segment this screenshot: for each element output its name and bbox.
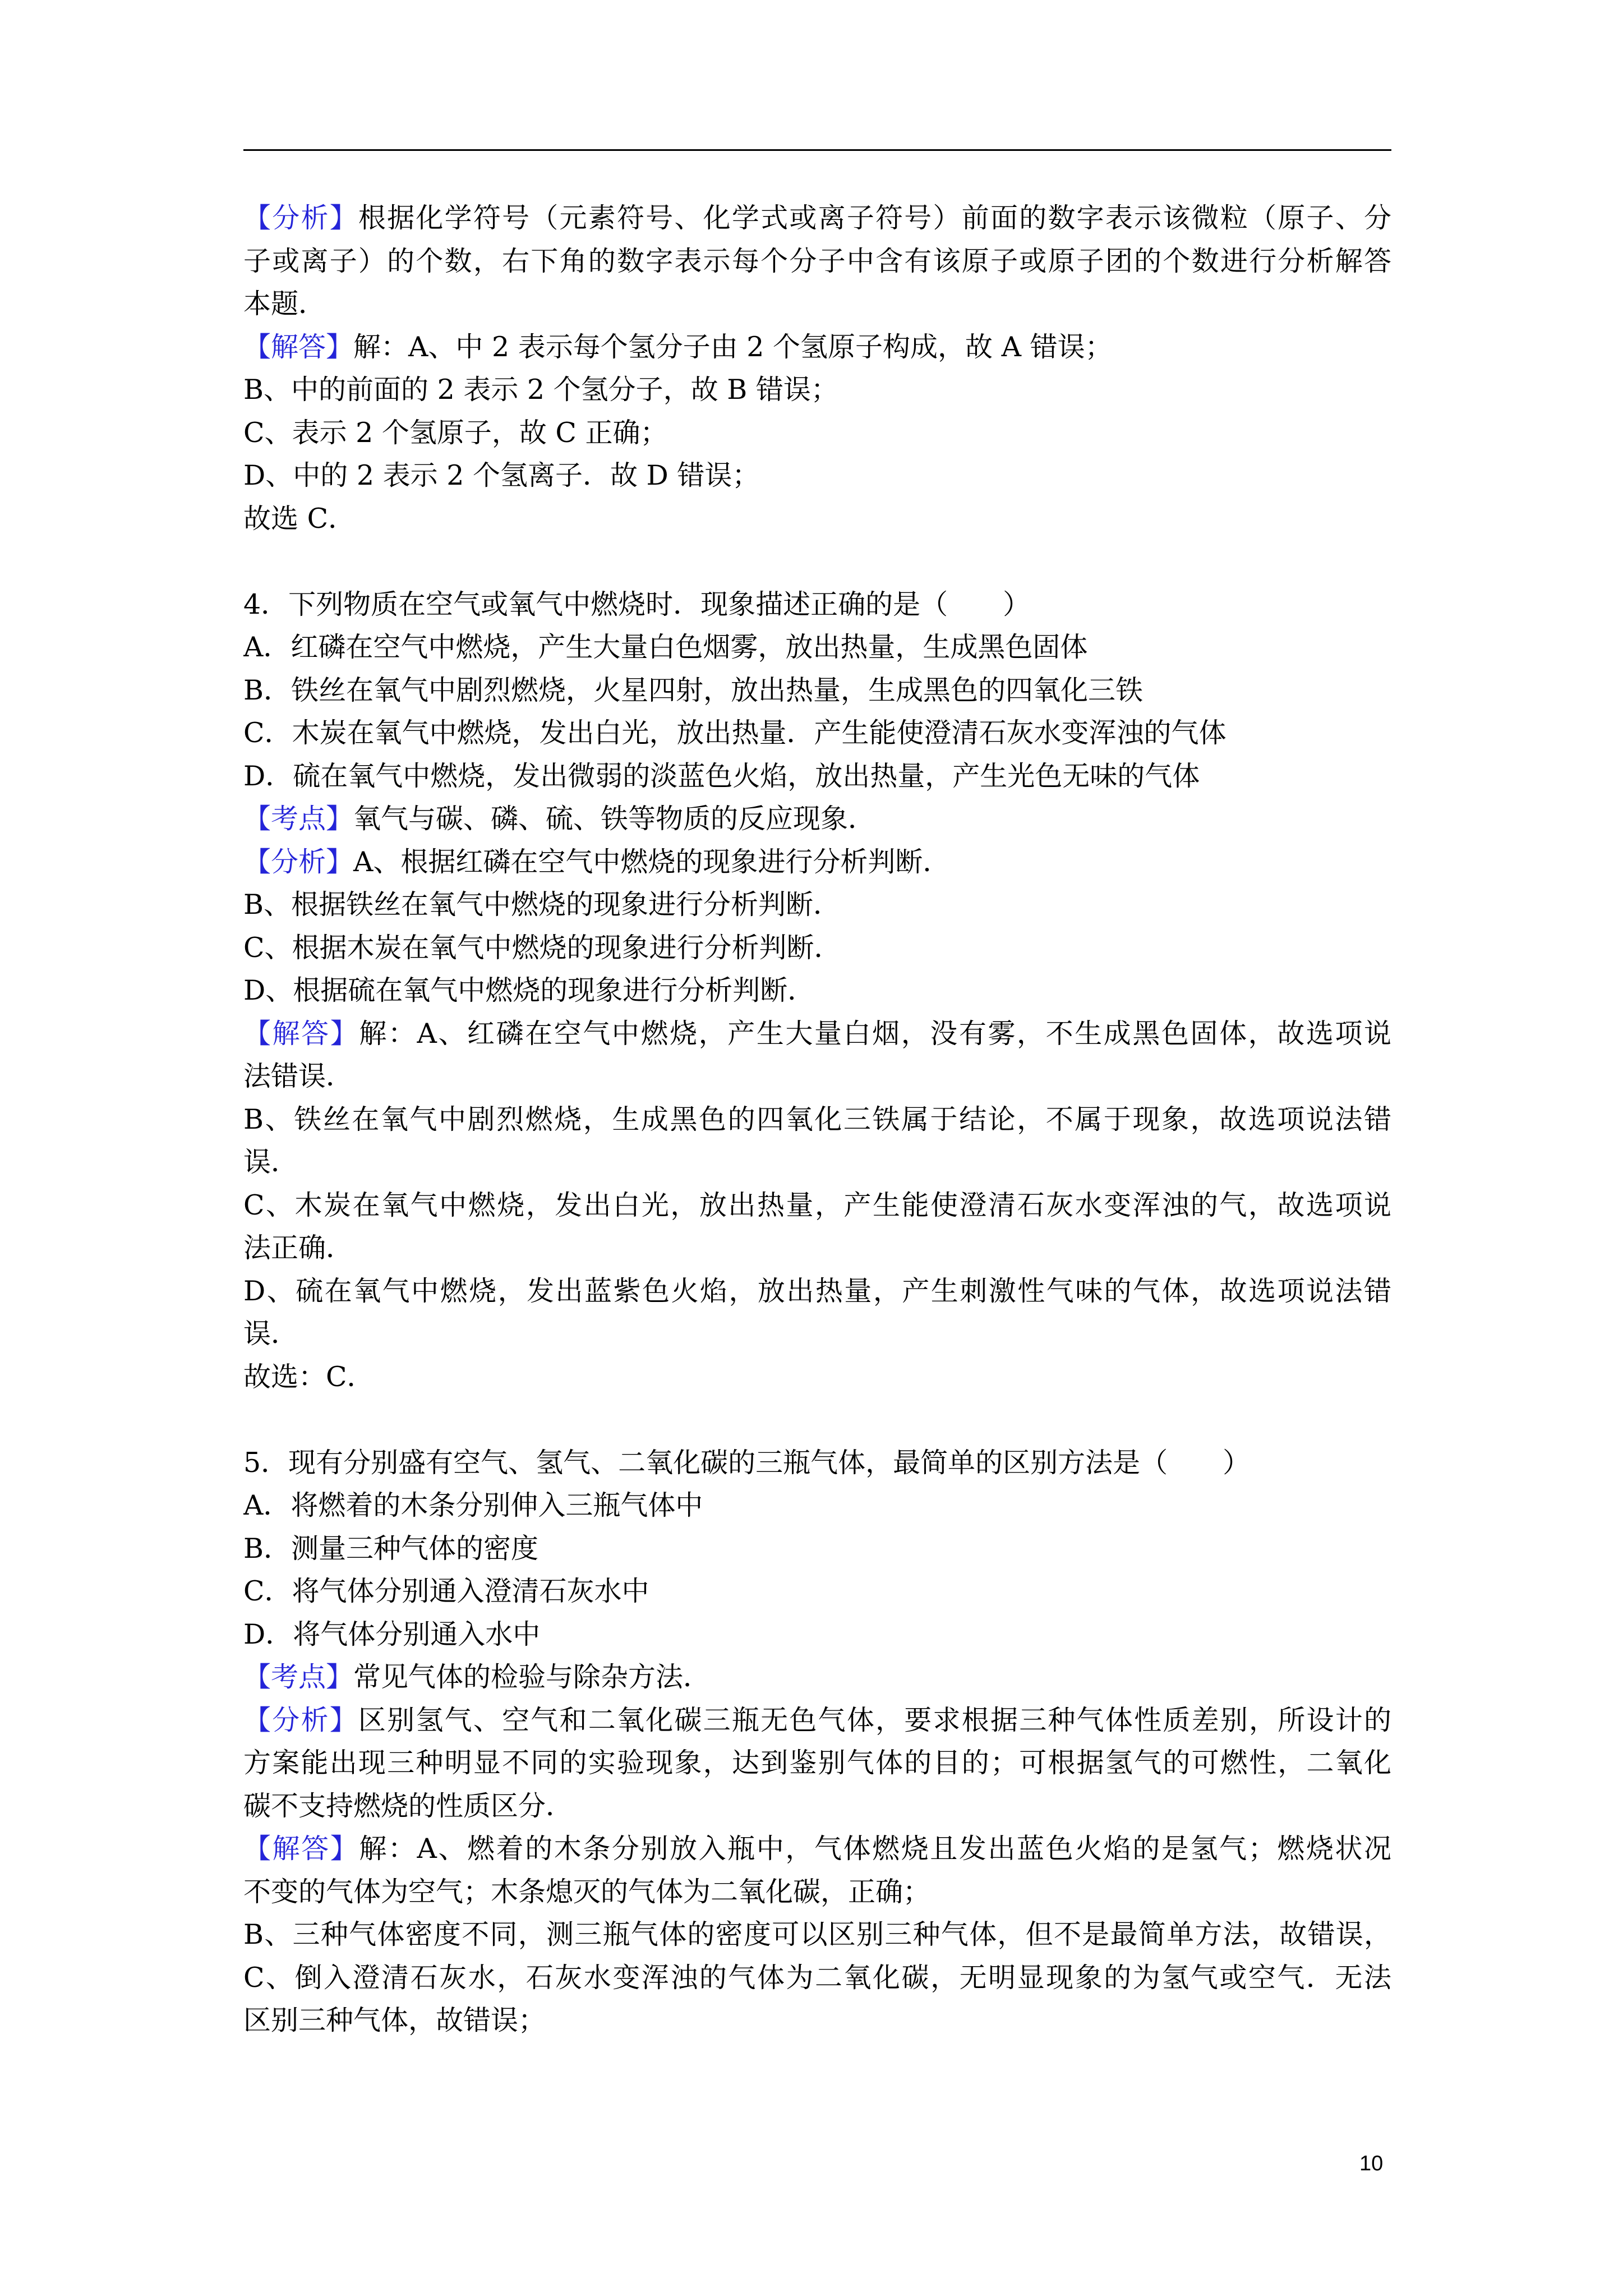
text-line: 碳不支持燃烧的性质区分． xyxy=(243,1789,574,1822)
text-line xyxy=(243,1828,1391,1871)
text-line: C、倒入澄清石灰水，石灰水变浑浊的气体为二氧化碳，无明显现象的为氢气或空气．无法 xyxy=(243,1961,1391,1994)
line-text: 解：A、燃着的木条分别放入瓶中，气体燃烧且发出蓝色火焰的是氢气；燃烧状况 xyxy=(359,1833,1391,1865)
line-text: A、根据红磷在空气中燃烧的现象进行分析判断． xyxy=(353,845,951,878)
text-line xyxy=(243,1013,1391,1056)
text-line: C、根据木炭在氧气中燃烧的现象进行分析判断． xyxy=(243,931,842,964)
page-content xyxy=(243,197,1391,2042)
text-line: 区别三种气体，故错误； xyxy=(243,2004,546,2036)
text-line: 法错误． xyxy=(243,1060,354,1092)
option-b: B．测量三种气体的密度 xyxy=(243,1532,539,1565)
text-line: B、铁丝在氧气中剧烈燃烧，生成黑色的四氧化三铁属于结论，不属于现象，故选项说法错 xyxy=(243,1103,1391,1135)
text-line xyxy=(243,197,1391,240)
text-line xyxy=(243,798,1391,841)
text-line: 误． xyxy=(243,1146,299,1178)
label-answer: 【解答】 xyxy=(243,1833,359,1865)
option-a: A．红磷在空气中燃烧，产生大量白色烟雾，放出热量，生成黑色固体 xyxy=(243,631,1088,663)
option-d: D．硫在氧气中燃烧，发出微弱的淡蓝色火焰，放出热量，产生光色无味的气体 xyxy=(243,760,1200,792)
label-analysis: 【分析】 xyxy=(243,202,358,234)
text-line xyxy=(243,326,1391,369)
line-text: 解：A、中 2 表示每个氢分子由 2 个氢原子构成，故 A 错误； xyxy=(353,330,1113,363)
line-text: 氧气与碳、磷、硫、铁等物质的反应现象． xyxy=(353,803,876,835)
label-analysis: 【分析】 xyxy=(243,1704,358,1736)
text-line: D、中的 2 表示 2 个氢离子．故 D 错误； xyxy=(243,459,760,491)
text-line: C、表示 2 个氢原子，故 C 正确； xyxy=(243,416,668,449)
line-text: 区别氢气、空气和二氧化碳三瓶无色气体，要求根据三种气体性质差别，所设计的 xyxy=(358,1704,1391,1736)
question-stem: 5．现有分别盛有空气、氢气、二氧化碳的三瓶气体，最简单的区别方法是（ ） xyxy=(243,1446,1251,1479)
text-line: 本题． xyxy=(243,288,326,320)
text-line xyxy=(243,1656,1391,1699)
conclusion-line: 故选 C． xyxy=(243,502,356,535)
text-line: B、三种气体密度不同，测三瓶气体的密度可以区别三种气体，但不是最简单方法，故错误， xyxy=(243,1918,1391,1950)
line-text: 根据化学符号（元素符号、化学式或离子符号）前面的数字表示该微粒（原子、分 xyxy=(358,202,1391,234)
text-line: B、中的前面的 2 表示 2 个氢分子，故 B 错误； xyxy=(243,374,838,406)
label-key-point: 【考点】 xyxy=(243,1661,354,1693)
conclusion-line: 故选：C． xyxy=(243,1360,375,1393)
question-stem: 4．下列物质在空气或氧气中燃烧时．现象描述正确的是（ ） xyxy=(243,588,1031,620)
option-c: C．将气体分别通入澄清石灰水中 xyxy=(243,1575,649,1607)
header-rule xyxy=(243,149,1391,151)
label-analysis: 【分析】 xyxy=(243,845,354,878)
text-line: D、根据硫在氧气中燃烧的现象进行分析判断． xyxy=(243,974,815,1006)
text-line: C、木炭在氧气中燃烧，发出白光，放出热量，产生能使澄清石灰水变浑浊的气，故选项说 xyxy=(243,1189,1391,1221)
page-number: 10 xyxy=(1359,2152,1384,2175)
label-answer: 【解答】 xyxy=(243,330,354,363)
line-text: 常见气体的检验与除杂方法． xyxy=(353,1661,711,1693)
text-line: 法正确． xyxy=(243,1232,354,1264)
text-line xyxy=(243,841,1391,884)
blank-line xyxy=(243,1398,1391,1442)
text-line: 误． xyxy=(243,1318,299,1350)
text-line: 子或离子）的个数，右下角的数字表示每个分子中含有该原子或原子团的个数进行分析解答 xyxy=(243,245,1391,277)
option-c: C．木炭在氧气中燃烧，发出白光，放出热量．产生能使澄清石灰水变浑浊的气体 xyxy=(243,717,1227,749)
option-b: B．铁丝在氧气中剧烈燃烧，火星四射，放出热量，生成黑色的四氧化三铁 xyxy=(243,674,1144,706)
text-line xyxy=(243,1699,1391,1742)
label-answer: 【解答】 xyxy=(243,1017,359,1050)
label-key-point: 【考点】 xyxy=(243,803,354,835)
text-line: B、根据铁丝在氧气中燃烧的现象进行分析判断． xyxy=(243,889,841,921)
text-line: D、硫在氧气中燃烧，发出蓝紫色火焰，放出热量，产生刺激性气味的气体，故选项说法错 xyxy=(243,1274,1391,1307)
text-line: 不变的气体为空气；木条熄灭的气体为二氧化碳，正确； xyxy=(243,1875,931,1908)
blank-line xyxy=(243,540,1391,583)
text-line: 方案能出现三种明显不同的实验现象，达到鉴别气体的目的；可根据氢气的可燃性，二氧化 xyxy=(243,1747,1391,1779)
line-text: 解：A、红磷在空气中燃烧，产生大量白烟，没有雾，不生成黑色固体，故选项说 xyxy=(359,1017,1391,1050)
option-d: D．将气体分别通入水中 xyxy=(243,1618,541,1650)
option-a: A．将燃着的木条分别伸入三瓶气体中 xyxy=(243,1489,703,1521)
